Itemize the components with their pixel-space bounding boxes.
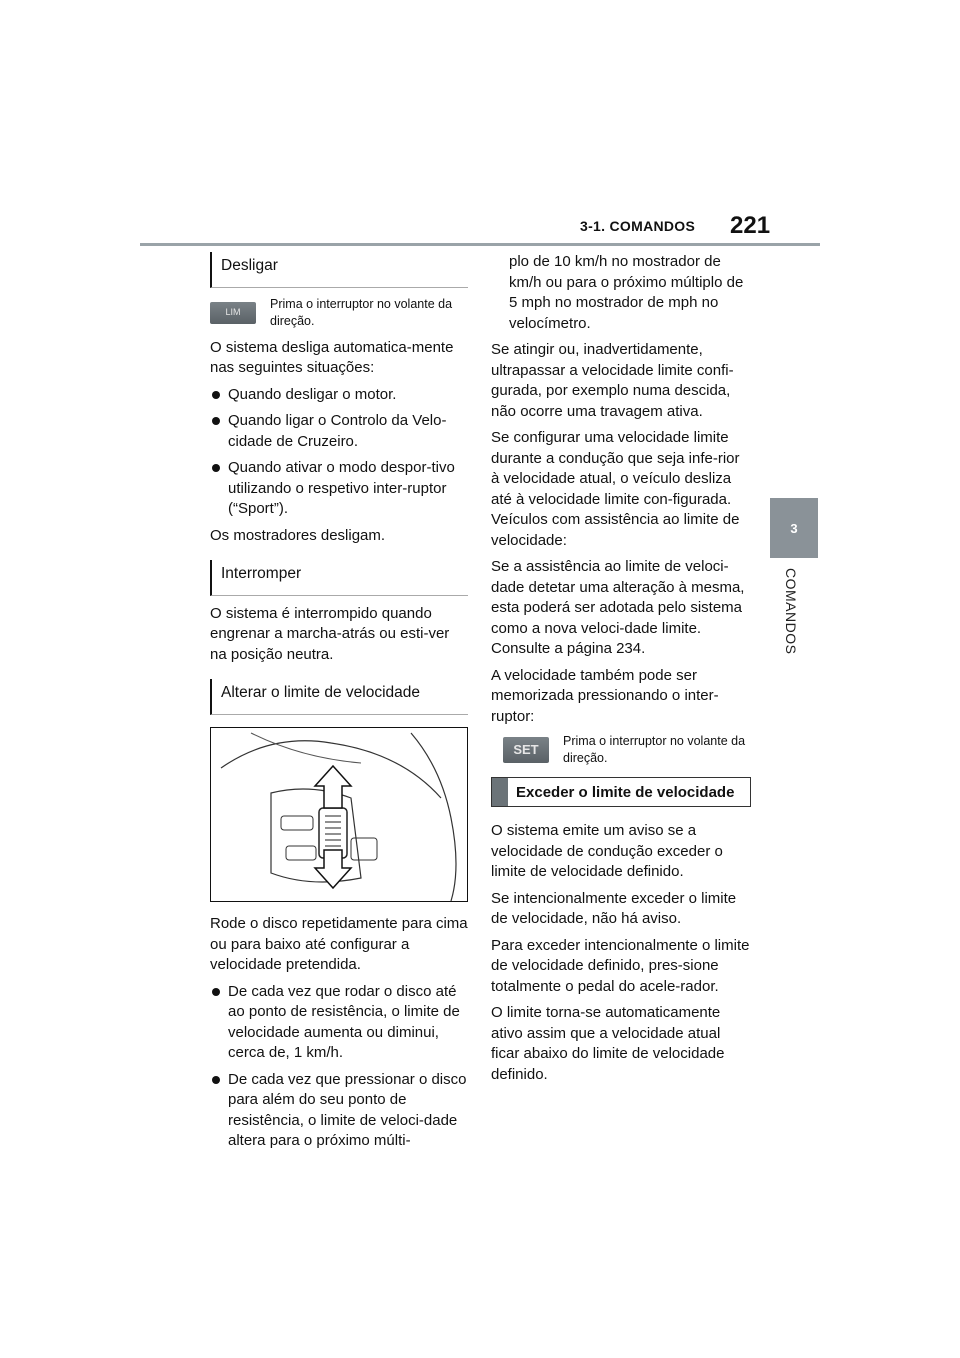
list-item: De cada vez que pressionar o disco para além do seu ponto de resistência, o limite de veloci-dade altera para o próximo múlti-	[210, 1070, 468, 1152]
left-column	[210, 252, 468, 1158]
paragraph: Se a assistência ao limite de veloci-dade detetar uma alteração à mesma, esta poderá ser adotada pelo sistema como a nova veloci-dade limite. Consulte a página 234.	[491, 558, 745, 657]
exceder-heading-box	[491, 777, 751, 807]
paragraph: A velocidade também pode ser memorizada pressionando o inter-ruptor:	[491, 666, 719, 725]
paragraph: Se intencionalmente exceder o limite de velocidade, não há aviso.	[491, 889, 737, 927]
interromper-text: O sistema é interrompido quando engrenar a marcha-atrás ou esti-ver na posição neutra.	[210, 604, 450, 663]
paragraph: Se configurar uma velocidade limite durante a condução que seja infe-rior à velocidade atual, o veículo desliza até à velocidade limite con-figurada. Veículos com assistência ao limite de velocidade:	[491, 429, 740, 549]
steering-wheel-dial-illustration	[210, 727, 468, 902]
auto-off-list	[210, 385, 468, 520]
auto-off-intro: O sistema desliga automatica-mente nas seguintes situações:	[210, 338, 454, 376]
lim-switch-row	[210, 296, 468, 330]
displays-off-text: Os mostradores desligam.	[210, 526, 386, 544]
paragraph: Para exceder intencionalmente o limite de velocidade definido, pres-sione totalmente o pedal do acele-rador.	[491, 936, 750, 995]
subheading-exceder: Exceder o limite de velocidade	[516, 784, 735, 801]
list-item: Quando ativar o modo despor-tivo utilizando o respetivo inter-ruptor (“Sport”).	[210, 458, 468, 520]
continued-text: plo de 10 km/h no mostrador de km/h ou para o próximo múltiplo de 5 mph no mostrador de mph no velocímetro.	[509, 253, 744, 332]
set-switch-note: Prima o interruptor no volante da direção.	[563, 734, 746, 765]
list-item: Quando desligar o motor.	[210, 385, 468, 406]
right-column	[491, 252, 751, 1091]
paragraph: O limite torna-se automaticamente ativo assim que a velocidade atual ficar abaixo do limite de velocidade definido.	[491, 1004, 725, 1083]
subheading-desligar: Desligar	[210, 252, 468, 288]
header-rule	[140, 243, 820, 246]
lim-switch-note: Prima o interruptor no volante da direção.	[270, 296, 453, 328]
chapter-tab: 3	[770, 498, 818, 558]
set-switch-row	[503, 733, 751, 767]
list-item: De cada vez que rodar o disco até ao ponto de resistência, o limite de velocidade aumenta ou diminui, cerca de, 1 km/h.	[210, 982, 468, 1064]
rode-text: Rode o disco repetidamente para cima ou para baixo até configurar a velocidade pretendida.	[210, 915, 468, 973]
chapter-label: COMANDOS	[783, 568, 799, 655]
set-switch-icon: SET	[503, 737, 549, 763]
paragraph: O sistema emite um aviso se a velocidade de condução exceder o limite de velocidade definido.	[491, 822, 723, 880]
subheading-interromper: Interromper	[210, 560, 468, 596]
paragraph: Se atingir ou, inadvertidamente, ultrapassar a velocidade limite confi-gurada, por exemplo numa descida, não ocorre uma travagem ativa.	[491, 341, 734, 420]
lim-switch-icon: LIM	[210, 302, 256, 324]
subheading-alterar: Alterar o limite de velocidade	[210, 679, 468, 715]
section-title: 3-1. COMANDOS	[580, 218, 696, 234]
page-number: 221	[730, 212, 771, 239]
heading-bar	[492, 778, 508, 806]
list-item: Quando ligar o Controlo da Velo-cidade de Cruzeiro.	[210, 411, 468, 452]
rode-list	[210, 982, 468, 1152]
